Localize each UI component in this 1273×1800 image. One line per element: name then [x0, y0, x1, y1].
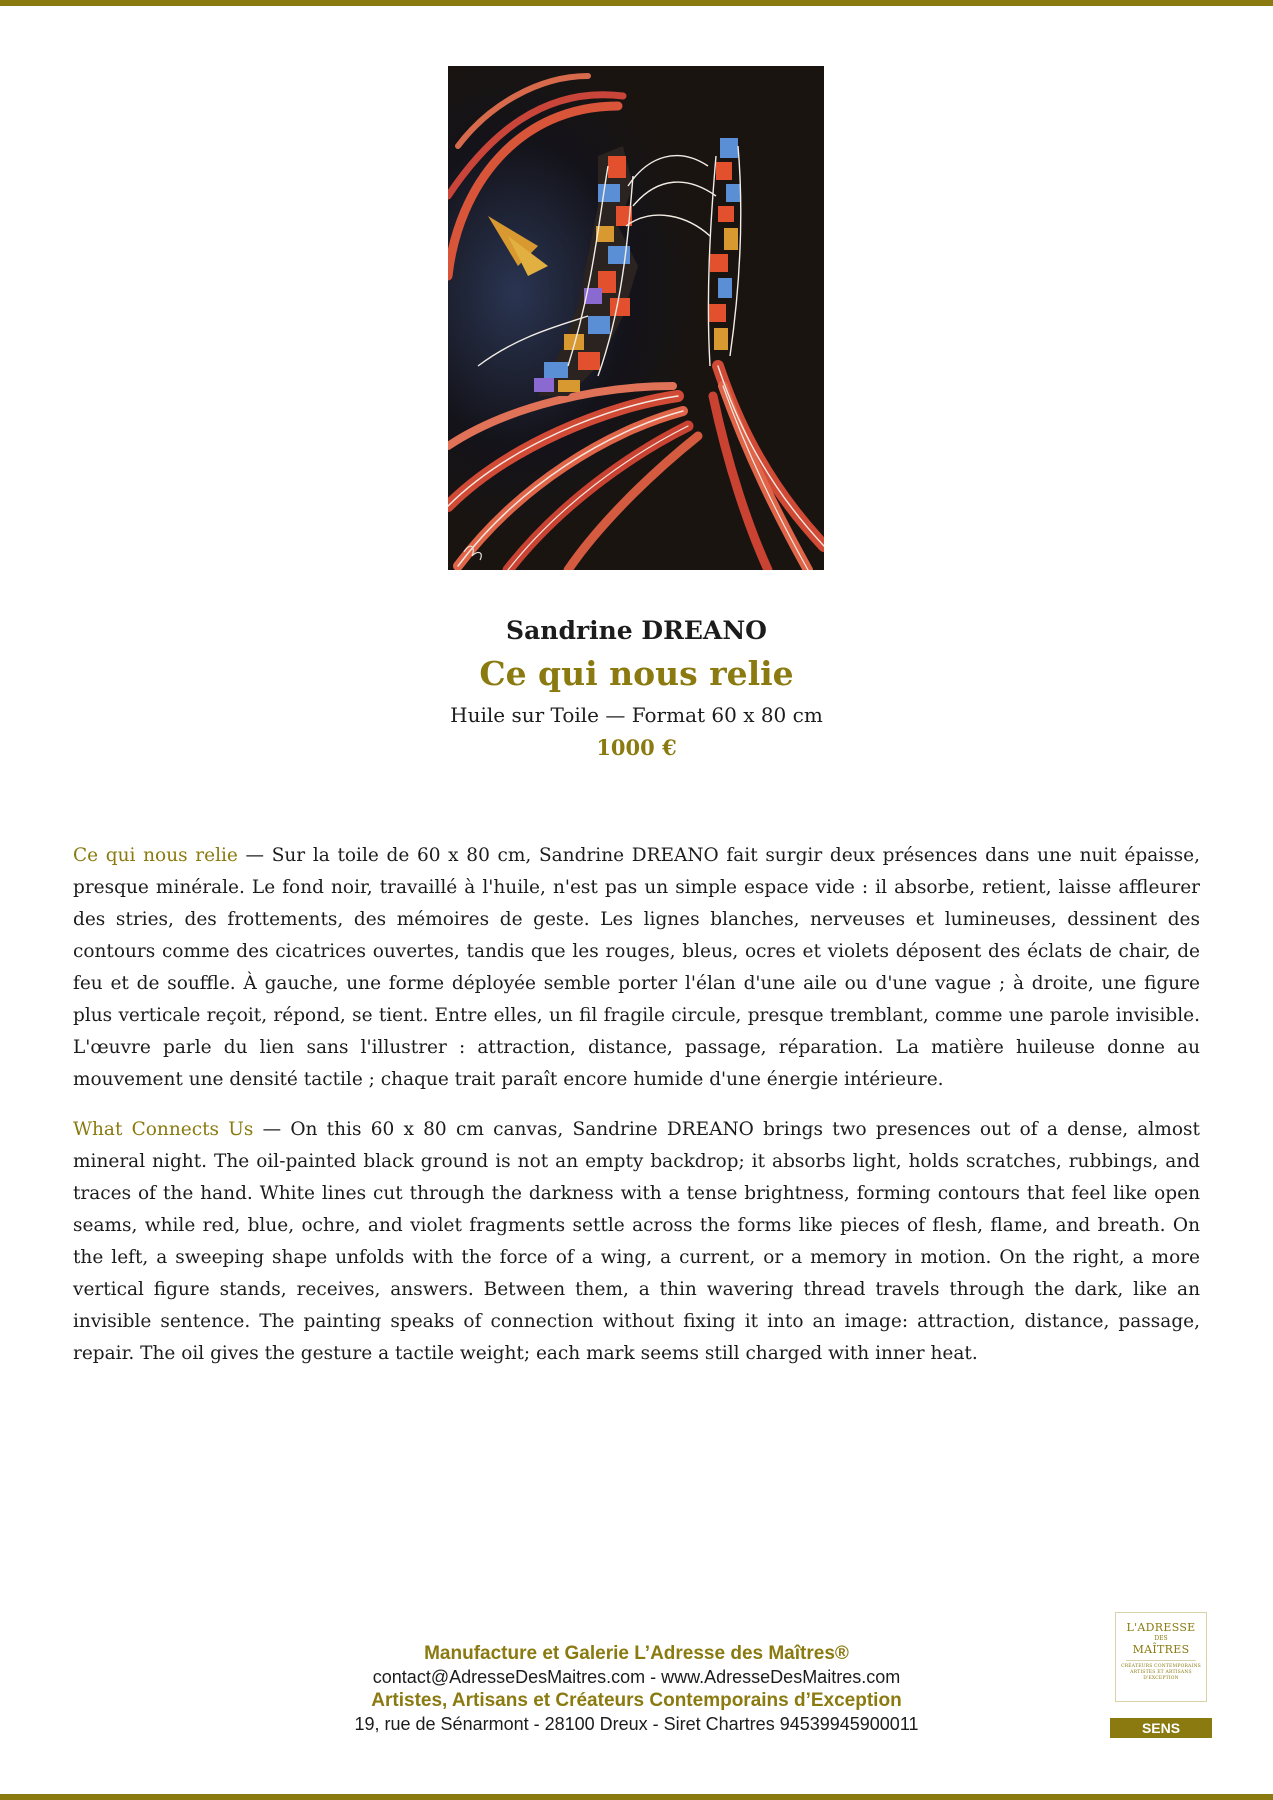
logo-line-3: MAÎTRES	[1132, 1643, 1190, 1656]
logo-badge: SENS	[1110, 1718, 1212, 1738]
artwork-description	[73, 840, 1200, 1388]
artwork-price: 1000 €	[596, 735, 677, 760]
description-french-text: — Sur la toile de 60 x 80 cm, Sandrine DREANO fait surgir deux présences dans une nuit épaisse, presque minérale. Le fond noir, travaillé à l'huile, n'est pas un simple espace vide : il absorbe, retient, laisse affleurer des stries, des frottements, des mémoires de geste. Les lignes blanches, nerveuses et lumineuses, dessinent des contours comme des cicatrices ouvertes, tandis que les rouges, bleus, ocres et violets déposent des éclats de chair, de feu et de souffle. À gauche, une forme déployée semble porter l'élan d'une aile ou d'une vague ; à droite, une figure plus verticale reçoit, répond, se tient. Entre elles, un fil fragile circule, presque tremblant, comme une parole invisible. L'œuvre parle du lien sans l'illustrer : attraction, distance, passage, réparation. La matière huileuse donne au mouvement une densité tactile ; chaque trait paraît encore humide d'une énergie intérieure.	[73, 845, 1200, 1090]
gallery-footer	[200, 1642, 1073, 1736]
description-english-lead: What Connects Us	[73, 1119, 254, 1140]
logo-subtitle: CRÉATEURS CONTEMPORAINS ARTISTES ET ARTISANS D'EXCEPTION	[1121, 1664, 1201, 1681]
artwork-image	[448, 66, 824, 570]
gallery-logo	[1110, 1608, 1210, 1738]
artwork-header	[0, 612, 1273, 764]
top-border-rule	[0, 0, 1273, 6]
gallery-name: Manufacture et Galerie L’Adresse des Maîtres®	[424, 1643, 849, 1664]
bottom-border-rule	[0, 1794, 1273, 1800]
gallery-contact: contact@AdresseDesMaitres.com - www.AdresseDesMaitres.com	[372, 1667, 901, 1687]
description-french	[73, 840, 1200, 1096]
logo-divider	[1126, 1660, 1196, 1661]
description-english-text: — On this 60 x 80 cm canvas, Sandrine DREANO brings two presences out of a dense, almost mineral night. The oil-painted black ground is not an empty backdrop; it absorbs light, holds scratches, rubbings, and traces of the hand. White lines cut through the darkness with a tense brightness, forming contours that feel like open seams, while red, blue, ochre, and violet fragments settle across the forms like pieces of flesh, flame, and breath. On the left, a sweeping shape unfolds with the force of a wing, a current, or a memory in motion. On the right, a more vertical figure stands, receives, answers. Between them, a thin wavering thread travels through the dark, like an invisible sentence. The painting speaks of connection without fixing it into an image: attraction, distance, passage, repair. The oil gives the gesture a tactile weight; each mark seems still charged with inner heat.	[73, 1119, 1200, 1364]
gallery-address: 19, rue de Sénarmont - 28100 Dreux - Siret Chartres 94539945900011	[354, 1714, 919, 1734]
gallery-tagline: Artistes, Artisans et Créateurs Contemporains d’Exception	[371, 1690, 902, 1711]
logo-line-1: L'ADRESSE	[1126, 1621, 1196, 1634]
artist-name: Sandrine DREANO	[506, 616, 767, 645]
logo-line-2: DES	[1154, 1635, 1168, 1642]
description-english	[73, 1114, 1200, 1370]
artwork-medium-format: Huile sur Toile — Format 60 x 80 cm	[450, 703, 823, 727]
description-french-lead: Ce qui nous relie	[73, 845, 238, 866]
artwork-title: Ce qui nous relie	[479, 654, 794, 693]
logo-emblem	[1115, 1612, 1207, 1702]
painting-illustration	[448, 66, 824, 570]
